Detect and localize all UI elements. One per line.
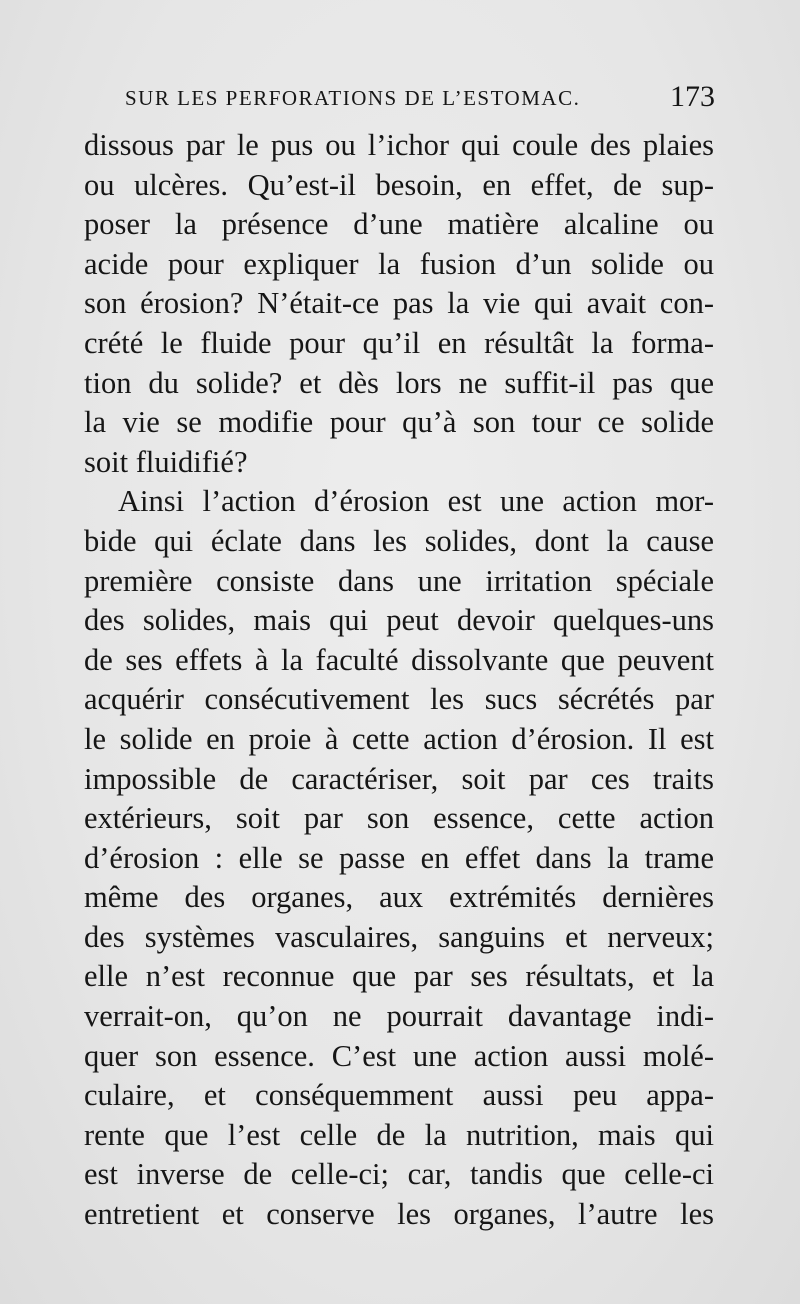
page-header bbox=[125, 78, 715, 122]
text-line: quer son essence. C’est une action aussi molé- bbox=[84, 1038, 714, 1073]
text-line: d’érosion : elle se passe en effet dans la trame bbox=[84, 840, 714, 875]
paragraph-end-line: soit fluidifié? bbox=[84, 444, 248, 479]
text-line: est inverse de celle-ci; car, tandis que celle-ci bbox=[84, 1157, 714, 1192]
text-line: le solide en proie à cette action d’érosion. Il est bbox=[84, 721, 714, 756]
page-number: 173 bbox=[670, 80, 715, 113]
text-line: tion du solide? et dès lors ne suffit-il pas que bbox=[84, 365, 714, 400]
text-line: son érosion? N’était-ce pas la vie qui avait con- bbox=[84, 286, 714, 321]
text-line: ou ulcères. Qu’est-il besoin, en effet, de sup- bbox=[84, 167, 714, 202]
text-line: impossible de caractériser, soit par ces traits bbox=[84, 761, 714, 796]
text-line: de ses effets à la faculté dissolvante que peuvent bbox=[84, 642, 714, 677]
text-line: verrait-on, qu’on ne pourrait davantage indi- bbox=[84, 999, 714, 1034]
text-line: crété le fluide pour qu’il en résultât la forma- bbox=[84, 325, 714, 360]
text-line: première consiste dans une irritation spéciale bbox=[84, 563, 714, 598]
text-line: dissous par le pus ou l’ichor qui coule des plaies bbox=[84, 128, 714, 162]
paragraph-start-line: Ainsi l’action d’érosion est une action mor- bbox=[118, 484, 714, 519]
text-line: acquérir consécutivement les sucs sécrétés par bbox=[84, 682, 714, 717]
text-line: rente que l’est celle de la nutrition, mais qui bbox=[84, 1117, 714, 1152]
text-line: bide qui éclate dans les solides, dont la cause bbox=[84, 523, 714, 558]
text-line: même des organes, aux extrémités dernières bbox=[84, 880, 714, 915]
text-line: extérieurs, soit par son essence, cette action bbox=[84, 801, 714, 836]
running-head: SUR LES PERFORATIONS DE L’ESTOMAC. bbox=[125, 86, 581, 110]
text-line: poser la présence d’une matière alcaline ou bbox=[84, 207, 714, 242]
text-line: des systèmes vasculaires, sanguins et nerveux; bbox=[84, 919, 714, 954]
text-line: la vie se modifie pour qu’à son tour ce solide bbox=[84, 405, 714, 440]
text-line: des solides, mais qui peut devoir quelques-uns bbox=[84, 603, 714, 638]
text-line: acide pour expliquer la fusion d’un solide ou bbox=[84, 246, 714, 281]
body-text bbox=[84, 126, 714, 1235]
text-line: entretient et conserve les organes, l’autre les bbox=[84, 1197, 714, 1232]
text-line: elle n’est reconnue que par ses résultats, et la bbox=[84, 959, 714, 994]
text-line: culaire, et conséquemment aussi peu appa- bbox=[84, 1078, 714, 1113]
